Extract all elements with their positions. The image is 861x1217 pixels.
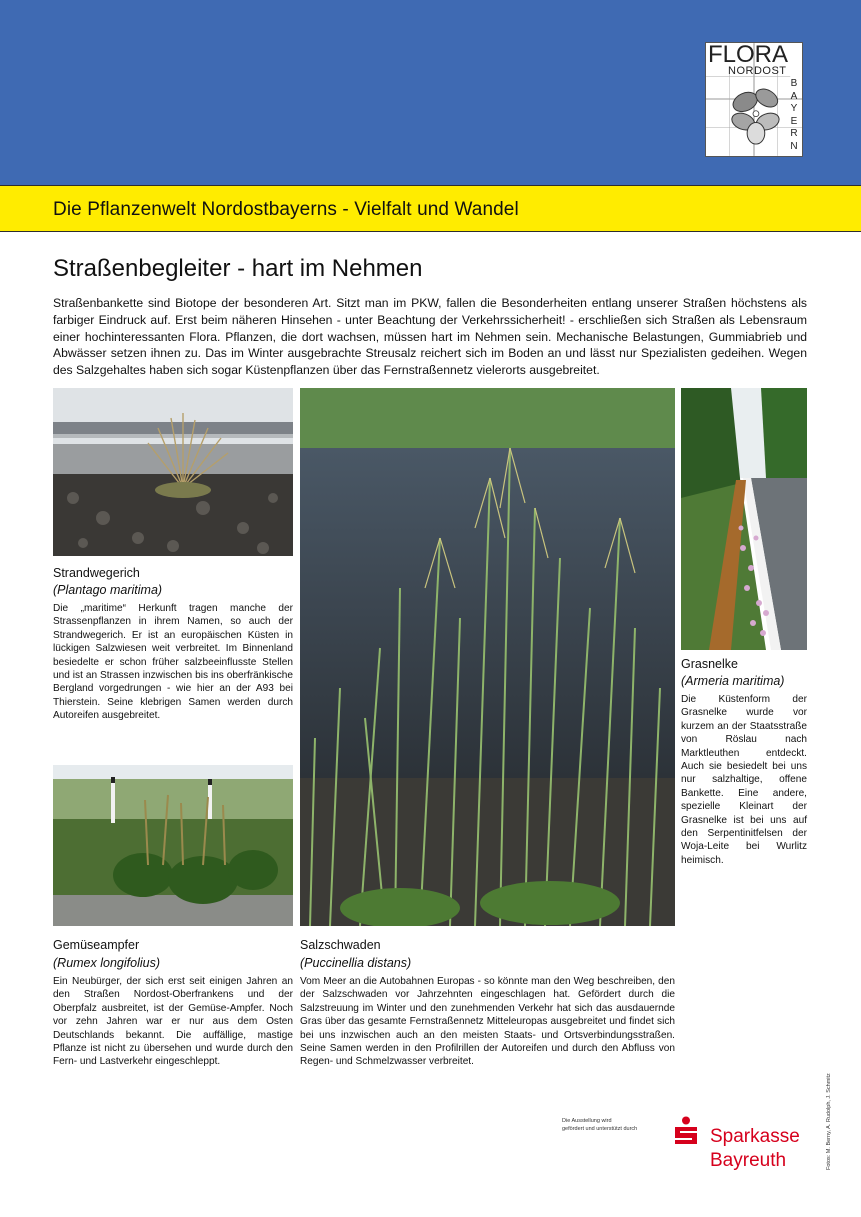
grasnelke-name: Grasnelke — [681, 657, 738, 671]
strandwegerich-photo — [53, 388, 293, 556]
salzschwaden-name: Salzschwaden — [300, 938, 381, 952]
sparkasse-bayreuth-logo — [672, 1114, 822, 1174]
salzschwaden-latin: (Puccinellia distans) — [300, 956, 412, 970]
gemueseampfer-photo — [53, 765, 293, 926]
salzschwaden-text: Vom Meer an die Autobahnen Europas - so könnte man den Weg beschreiben, den der Salzschwaden vor Jahrzehnten eingeschlagen hat. Gefördert durch die Salzstreuung im Winter und den zunehmenden Verkehr hat sich das ausdauernde Gras über das gesamte Fernstraßennetz Mitteleuropas ausgebreitet und findet sich bei uns inzwischen auch an den meisten Staats- und Ortsverbindungsstraßen. Seine Samen werden in den Profilrillen der Autoreifen und durch den Abfluss von Regen- und Schmelzwasser verbreitet. — [300, 976, 675, 1068]
strandwegerich-latin: (Plantago maritima) — [53, 583, 163, 597]
gemueseampfer-latin: (Rumex longifolius) — [53, 956, 160, 970]
sponsor-note: Die Ausstellung wird gefördert und unterstützt durch — [562, 1118, 638, 1132]
sparkasse-s-icon — [672, 1116, 700, 1148]
subtitle-text: Die Pflanzenwelt Nordostbayerns - Vielfalt und Wandel — [53, 199, 519, 220]
photo-credit: Fotos: M. Berny, A. Rudolph, J. Schmitz — [826, 1073, 832, 1170]
sparkasse-city: Bayreuth — [710, 1150, 787, 1171]
gemueseampfer-text: Ein Neubürger, der sich erst seit einigen Jahren an den Straßen Nordost-Oberfrankens und der Oberpfalz ausbreitet, ist der Gemüse-Ampfer. Noch vor zehn Jahren war er nur aus dem Osten Deutschlands bekannt. Die auffällige, mastige Pflanze ist nicht zu übersehen und wurde durch den Fern- und Lastverkehr eingeschleppt. — [53, 976, 293, 1068]
grasnelke-latin: (Armeria maritima) — [681, 674, 785, 688]
strandwegerich-name: Strandwegerich — [53, 566, 140, 580]
grasnelke-photo — [681, 388, 807, 650]
salzschwaden-photo — [300, 388, 675, 926]
grasnelke-text: Die Küstenform der Grasnelke wurde vor kurzem an der Staatsstraße von Röslau nach Marktleuthen entdeckt. Auch sie besiedelt bei uns nur salzhaltige, offene Bankette. Eine andere, spezielle Kleinart der Grasnelke ist bei uns auf den Serpentinitfelsen der Woja-Leite bei Wurlitz heimisch. — [681, 694, 807, 866]
strandwegerich-text: Die „maritime“ Herkunft tragen manche der Strassenpflanzen in ihrem Namen, so auch der Strandwegerich. Er ist an europäischen Küsten in lückigen Salzwiesen weit verbreitet. Im Binnenland besiedelte er schon früher salzbeeinflusste Stellen und ist an Strassen inzwischen bis ins oberfränkische Bergland vorgedrungen - wie hier an der A93 bei Thierstein. Seine klebrigen Samen werden durch Autoreifen ausgebreitet. — [53, 603, 293, 722]
intro-paragraph: Straßenbankette sind Biotope der besonderen Art. Sitzt man im PKW, fallen die Besonderheiten entlang unserer Straßen höchstens als farbiger Eindruck auf. Erst beim näheren Hinsehen - unter Beachtung der Verkehrssicherheit! - erschließen sich Straßen als Lebensraum einer hochinteressanten Flora. Pflanzen, die dort wachsen, müssen hart im Nehmen sein. Mechanische Belastungen, Gummiabrieb und Abwässer setzen ihnen zu. Das im Winter ausgebrachte Streusalz reichert sich im Boden an und lässt nur Spezialisten gedeihen. Wegen des Salzgehaltes haben sich sogar Küstenpflanzen über das Fernstraßennetz vielerorts ausgebreitet. — [53, 296, 807, 378]
flora-nordost-bayern-logo — [705, 42, 803, 157]
sparkasse-name: Sparkasse — [710, 1126, 800, 1147]
logo-word-nordost: NORDOST — [728, 65, 787, 77]
gemueseampfer-name: Gemüseampfer — [53, 938, 140, 952]
subtitle-band — [0, 185, 861, 232]
logo-word-flora: FLORA — [708, 41, 789, 68]
logo-word-bayern: B A Y E R N — [790, 78, 798, 152]
page-title: Straßenbegleiter - hart im Nehmen — [53, 255, 423, 282]
